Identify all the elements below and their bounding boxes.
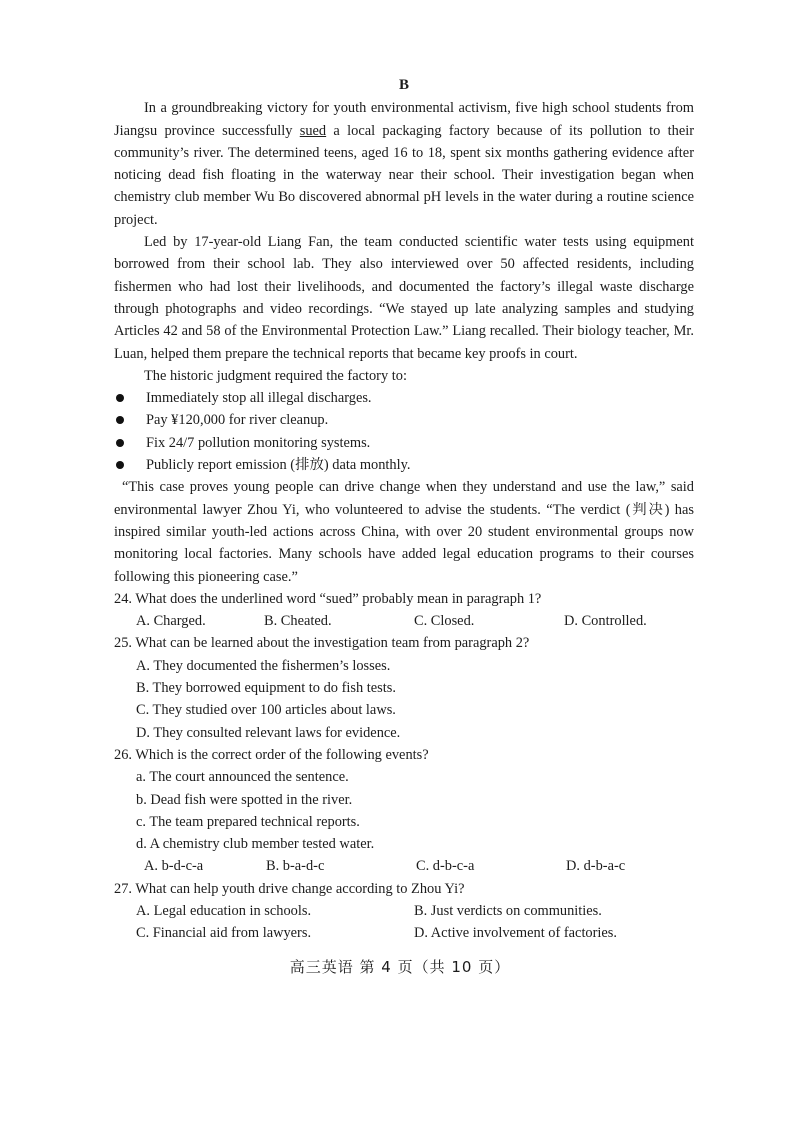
judgment-item: Fix 24/7 pollution monitoring systems. bbox=[114, 432, 694, 454]
options-row bbox=[114, 855, 694, 877]
option-c: C. d-b-c-a bbox=[416, 858, 475, 875]
section-heading: B bbox=[398, 77, 409, 93]
question-26 bbox=[114, 744, 694, 878]
event-d: d. A chemistry club member tested water. bbox=[136, 836, 375, 853]
option-b: B. Cheated. bbox=[264, 613, 332, 630]
question-stem: 24. What does the underlined word “sued” probably mean in paragraph 1? bbox=[114, 590, 542, 607]
options-row bbox=[114, 900, 694, 922]
bullet-icon bbox=[116, 439, 124, 447]
option-a: A. Legal education in schools. bbox=[136, 902, 312, 919]
option-b: B. They borrowed equipment to do fish tests. bbox=[136, 680, 396, 697]
option-c: C. They studied over 100 articles about laws. bbox=[136, 702, 396, 719]
event-c: c. The team prepared technical reports. bbox=[136, 813, 360, 830]
question-stem: 26. Which is the correct order of the following events? bbox=[114, 746, 429, 763]
paragraph-1-start: In a groundbreaking victory for youth environmental activism, five high school students from Jiangsu province successfully bbox=[114, 100, 694, 139]
question-27 bbox=[114, 878, 694, 945]
option-d: D. They consulted relevant laws for evidence. bbox=[136, 724, 401, 741]
paragraph-3: The historic judgment required the factory to: bbox=[144, 367, 407, 384]
paragraph-2: Led by 17-year-old Liang Fan, the team conducted scientific water tests using equipment borrowed from their school lab. They also interviewed over 50 affected residents, including fishermen who had lost their livelihoods, and documented the factory’s illegal waste discharge through photographs and video recordings. “We stayed up late analyzing samples and studying Articles 42 and 58 of the Environmental Protection Law.” Liang recalled. Their biology teacher, Mr. Luan, helped them prepare the technical reports that became key proofs in court. bbox=[114, 234, 694, 362]
page-footer: 高三英语 第 4 页（共 10 页） bbox=[289, 958, 511, 976]
option-d: D. Active involvement of factories. bbox=[414, 925, 618, 942]
question-stem: 25. What can be learned about the investigation team from paragraph 2? bbox=[114, 635, 530, 652]
question-stem: 27. What can help youth drive change according to Zhou Yi? bbox=[114, 880, 465, 897]
reading-passage-b bbox=[114, 74, 694, 945]
options-row bbox=[114, 610, 694, 632]
question-24 bbox=[114, 588, 694, 633]
option-a: A. They documented the fishermen’s losses. bbox=[136, 657, 391, 674]
question-25 bbox=[114, 632, 694, 743]
option-b: B. b-a-d-c bbox=[266, 858, 325, 875]
bullet-icon bbox=[116, 461, 124, 469]
option-c: C. Financial aid from lawyers. bbox=[136, 925, 312, 942]
options-row bbox=[114, 922, 694, 944]
option-b: B. Just verdicts on communities. bbox=[414, 902, 602, 919]
bullet-icon bbox=[116, 416, 124, 424]
paragraph-1-rest: a local packaging factory because of its pollution to their community’s river. The determined teens, aged 16 to 18, spent six months gathering evidence after noticing dead fish floating in the waterway near their school. Their investigation began when chemistry club member Wu Bo discovered abnormal pH levels in the water during a routine science project. bbox=[114, 122, 694, 228]
option-a: A. Charged. bbox=[136, 613, 206, 630]
judgment-item: Publicly report emission (排放) data monthly. bbox=[114, 454, 694, 476]
option-d: D. Controlled. bbox=[564, 613, 647, 630]
event-a: a. The court announced the sentence. bbox=[136, 769, 349, 786]
event-b: b. Dead fish were spotted in the river. bbox=[136, 791, 353, 808]
bullet-icon bbox=[116, 394, 124, 402]
option-d: D. d-b-a-c bbox=[566, 858, 626, 875]
underlined-word-sued: sued bbox=[299, 122, 327, 139]
option-c: C. Closed. bbox=[414, 613, 475, 630]
option-a: A. b-d-c-a bbox=[144, 858, 204, 875]
judgment-item: Immediately stop all illegal discharges. bbox=[114, 387, 694, 409]
paragraph-1 bbox=[114, 97, 694, 231]
judgment-list bbox=[114, 387, 694, 476]
paragraph-4: “This case proves young people can drive change when they understand and use the law,” said environmental lawyer Zhou Yi, who volunteered to advise the students. “The verdict (判决) has inspired similar youth-led actions across China, with over 20 student environmental groups now monitoring local factories. Many schools have added legal education programs to their courses following this pioneering case.” bbox=[114, 479, 694, 585]
judgment-item: Pay ¥120,000 for river cleanup. bbox=[114, 409, 694, 431]
